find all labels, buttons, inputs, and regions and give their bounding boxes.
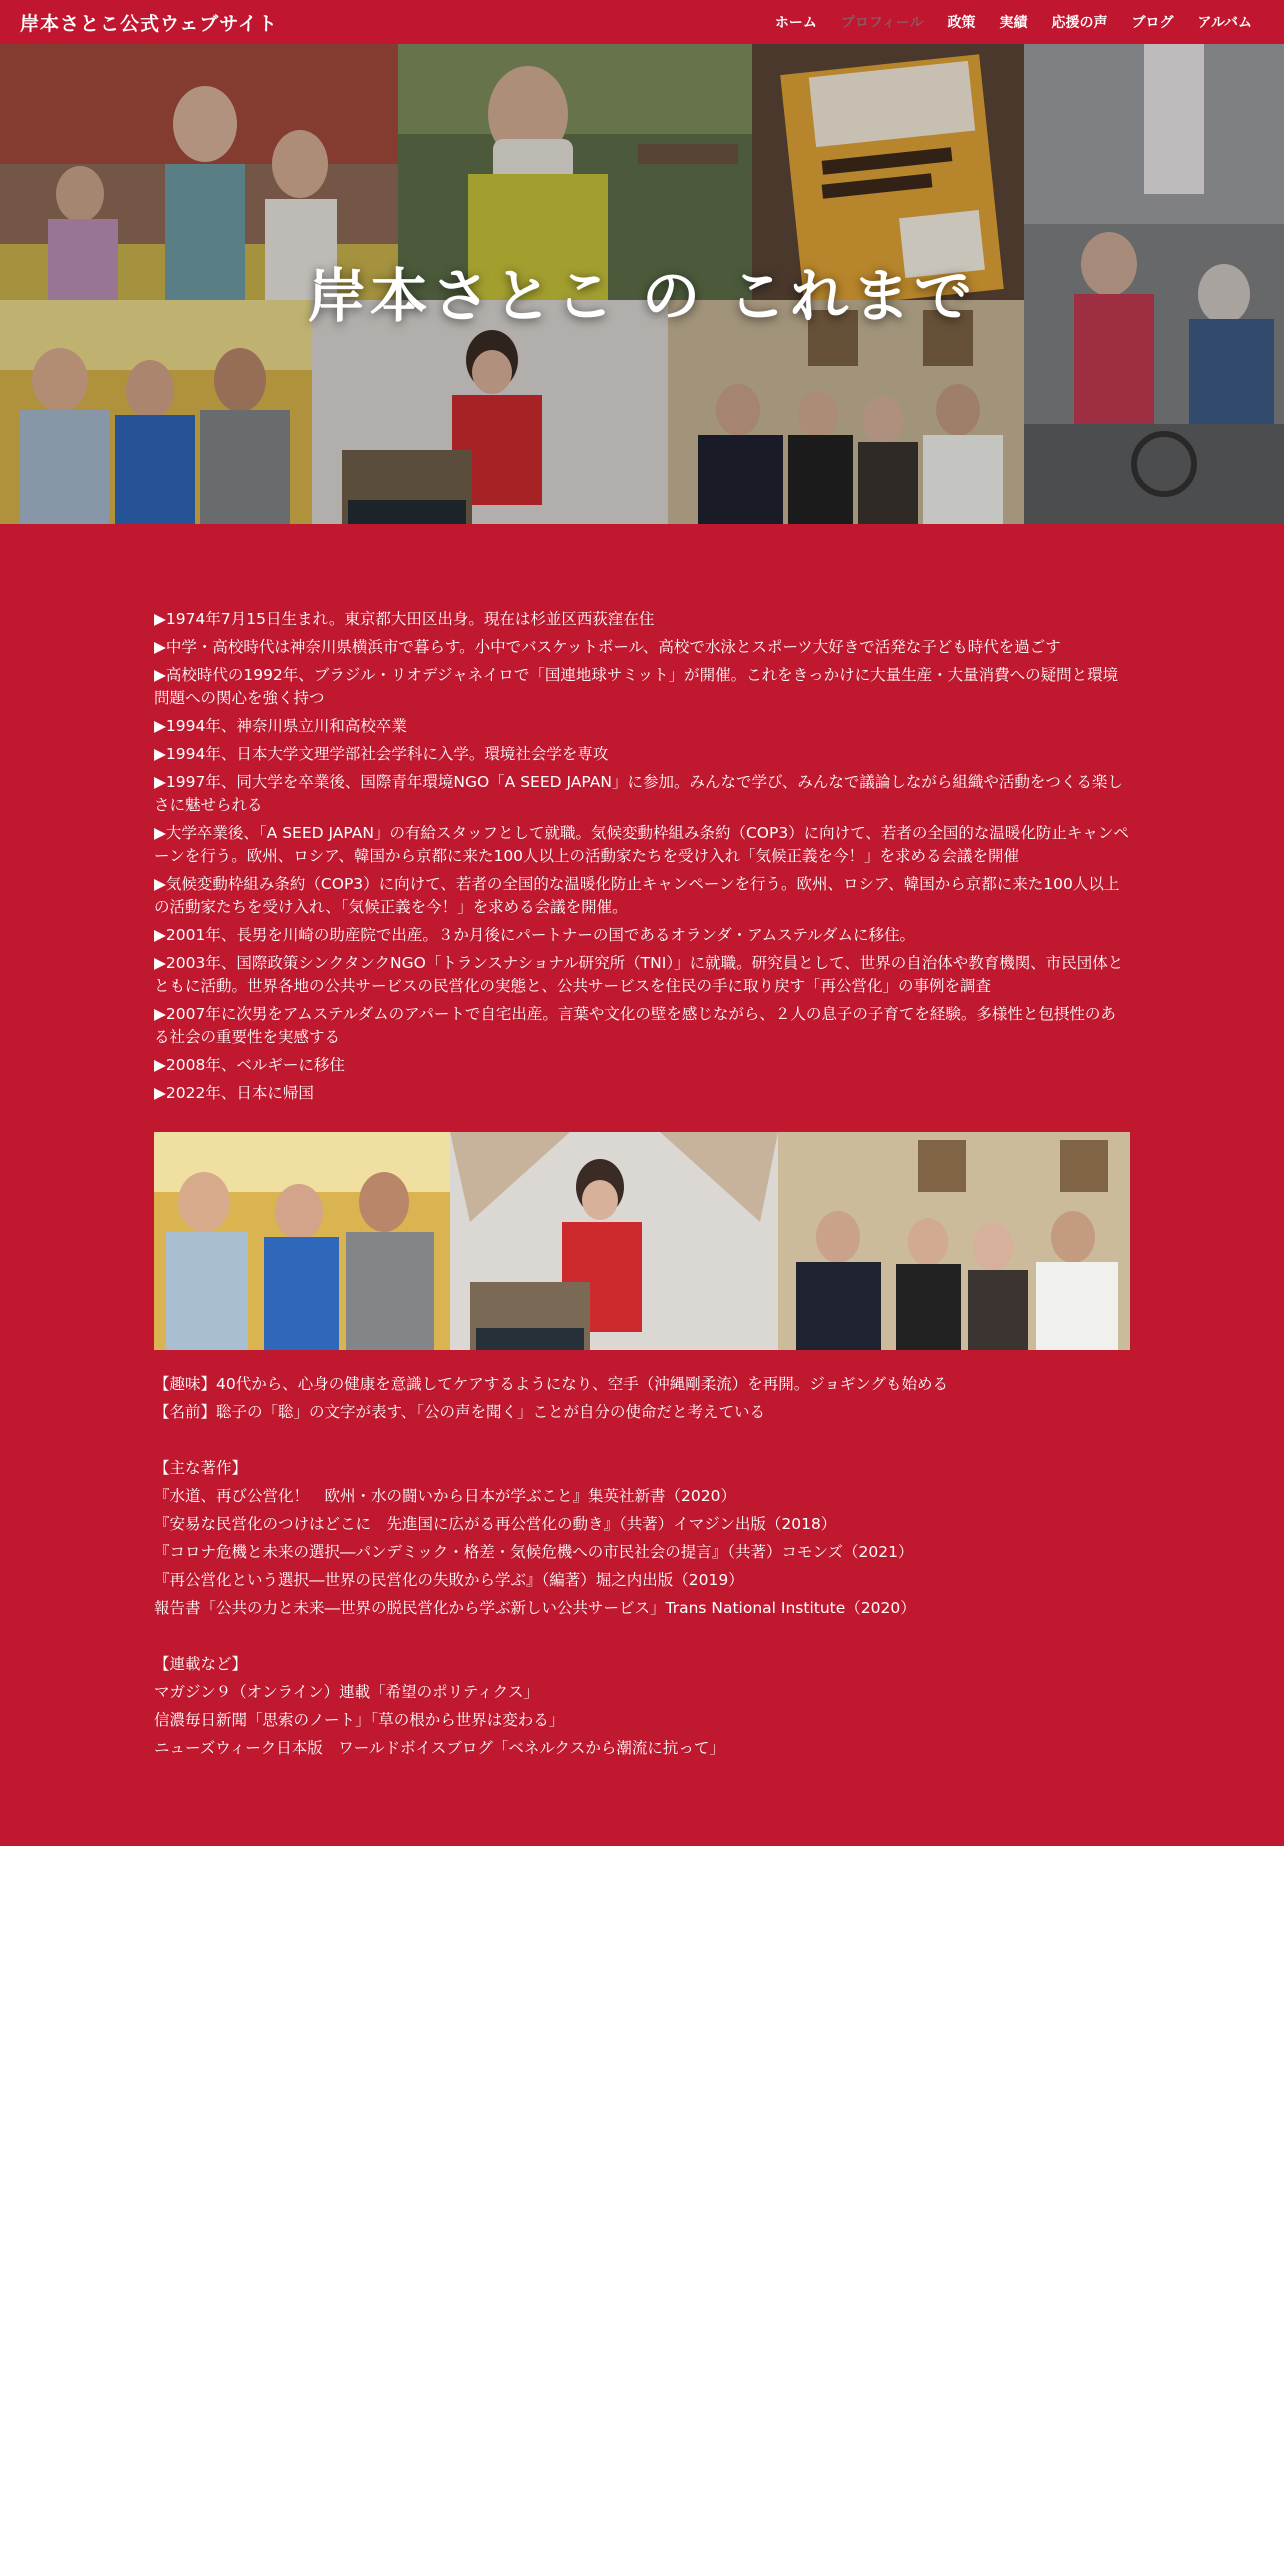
bio-item: ▶1997年、同大学を卒業後、国際青年環境NGO「A SEED JAPAN」に参加。みんなで学び、みんなで議論しながら組織や活動をつくる楽しさに魅せられる [154,773,1123,814]
nav-item-support[interactable]: 応援の声 [1051,15,1108,31]
spacer [154,1622,1130,1650]
name-text: 【名前】聡子の「聡」の文字が表す、「公の声を聞く」ことが自分の使命だと考えている [154,1403,766,1421]
bio-item: ▶1994年、日本大学文理学部社会学科に入学。環境社会学を専攻 [154,745,609,763]
bio-item: ▶気候変動枠組み条約（COP3）に向けて、若者の全国的な温暖化防止キャンペーンを行う。欧州、ロシア、韓国から京都に来た100人以上の活動家たちを受け入れ、「気候正義を今！」を求める会議を開催。 [154,875,1120,916]
bio-list [154,608,1130,1110]
bio-item: ▶2007年に次男をアムステルダムのアパートで自宅出産。言葉や文化の壁を感じながら、２人の息子の子育てを経験。多様性と包摂性のある社会の重要性を実感する [154,1005,1116,1046]
nav-item-achievements[interactable]: 実績 [999,15,1028,31]
bio-item: ▶中学・高校時代は神奈川県横浜市で暮らす。小中でバスケットボール、高校で水泳とスポーツ大好きで活発な子ども時代を過ごす [154,638,1061,656]
nav-item-blog[interactable]: ブログ [1131,15,1174,31]
works-item: 『コロナ危機と未来の選択―パンデミック・格差・気候危機への市民社会の提言』（共著）コモンズ（2021） [154,1543,914,1561]
serial-item: 信濃毎日新聞「思索のノート」「草の根から世界は変わる」 [154,1711,565,1729]
photo-strip-speech [450,1132,778,1350]
serial-item: ニューズウィーク日本版 ワールドボイスブログ「ベネルクスから潮流に抗って」 [154,1739,725,1757]
nav-item-home[interactable]: ホーム [774,15,817,31]
works-item: 報告書「公共の力と未来―世界の脱民営化から学ぶ新しい公共サービス」Trans National Institute（2020） [154,1599,916,1617]
works-item: 『安易な民営化のつけはどこに 先進国に広がる再公営化の動き』（共著）イマジン出版（2018） [154,1515,837,1533]
profile-section [0,524,1284,1846]
bio-item: ▶高校時代の1992年、ブラジル・リオデジャネイロで「国連地球サミット」が開催。これをきっかけに大量生産・大量消費への疑問と環境問題への関心を強く持つ [154,666,1119,707]
bio-item: ▶2022年、日本に帰国 [154,1084,314,1102]
nav-item-policy[interactable]: 政策 [947,15,976,31]
bio-item: ▶1994年、神奈川県立川和高校卒業 [154,717,407,735]
works-item: 『再公営化という選択―世界の民営化の失敗から学ぶ』（編著）堀之内出版（2019） [154,1571,744,1589]
photo-strip-meeting [778,1132,1130,1350]
photo-strip [154,1132,1130,1350]
bio-item: ▶2001年、長男を川崎の助産院で出産。３か月後にパートナーの国であるオランダ・アムステルダムに移住。 [154,926,915,944]
serial-item: マガジン９（オンライン）連載「希望のポリティクス」 [154,1683,539,1701]
spacer [154,1426,1130,1454]
serial-heading: 【連載など】 [154,1655,248,1673]
site-header [0,0,1284,44]
hero-collage [0,44,1284,524]
bio-item: ▶1974年7月15日生まれ。東京都大田区出身。現在は杉並区西荻窪在住 [154,610,655,628]
site-title[interactable]: 岸本さとこ公式ウェブサイト [20,12,278,35]
hero-title: 岸本さとこ の これまで [307,262,977,330]
hobby-text: 【趣味】40代から、心身の健康を意識してケアするようになり、空手（沖縄剛柔流）を再開。ジョギングも始める [154,1375,948,1393]
bio-item: ▶2008年、ベルギーに移住 [154,1056,345,1074]
main-nav [763,12,1264,32]
nav-item-album[interactable]: アルバム [1197,15,1252,31]
works-heading: 【主な著作】 [154,1459,248,1477]
bio-item: ▶2003年、国際政策シンクタンクNGO「トランスナショナル研究所（TNI）」に就職。研究員として、世界の自治体や教育機関、市民団体とともに活動。世界各地の公共サービスの民営化の実態と、公共サービスを住民の手に取り戻す「再公営化」の事例を調査 [154,954,1124,995]
photo-strip-group [154,1132,450,1350]
profile-details [154,1370,1130,1762]
works-item: 『水道、再び公営化！ 欧州・水の闘いから日本が学ぶこと』集英社新書（2020） [154,1487,736,1505]
bio-item: ▶大学卒業後、「A SEED JAPAN」の有給スタッフとして就職。気候変動枠組み条約（COP3）に向けて、若者の全国的な温暖化防止キャンペーンを行う。欧州、ロシア、韓国から京都に来た100人以上の活動家たちを受け入れ「気候正義を今！」を求める会議を開催 [154,824,1129,865]
nav-item-profile[interactable]: プロフィール [840,15,924,31]
